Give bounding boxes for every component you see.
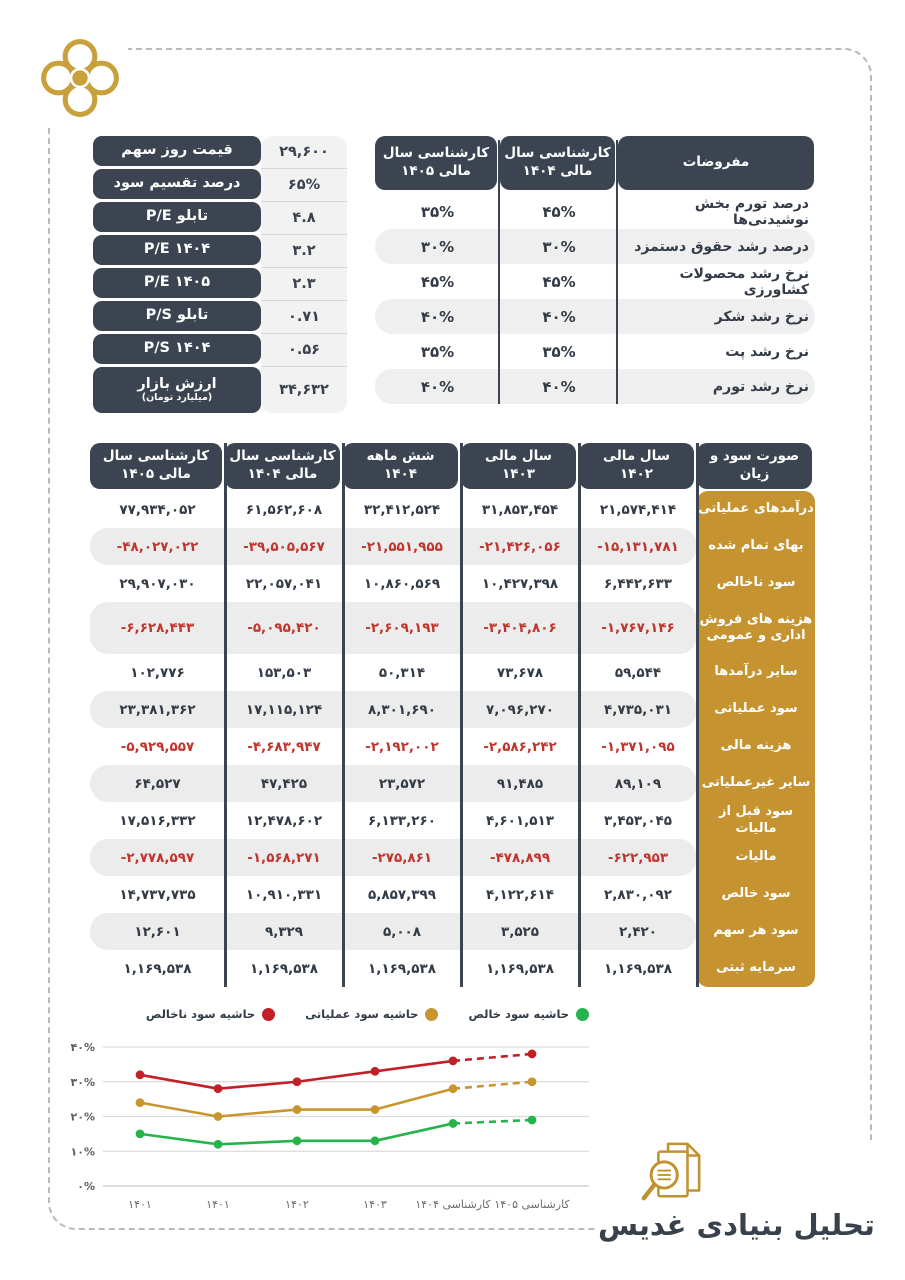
income-cell: ۱۷,۱۱۵,۱۲۴ — [245, 701, 323, 718]
income-col-separator — [342, 443, 345, 987]
legend-dot — [576, 1008, 589, 1021]
legend-item — [146, 1007, 275, 1021]
income-col-separator — [696, 443, 699, 987]
income-cell: ۲۳,۵۷۲ — [378, 775, 426, 792]
svg-text:۱۰%: ۱۰% — [70, 1145, 95, 1159]
income-row — [90, 950, 697, 987]
income-row-label — [697, 491, 815, 528]
income-row — [90, 528, 697, 565]
income-cell: ۱۰,۴۲۷,۳۹۸ — [481, 575, 559, 592]
income-col-header — [90, 443, 222, 489]
income-cell: ۹,۳۲۹ — [264, 923, 304, 940]
kv-label-text: P/E ۱۴۰۵ — [143, 274, 211, 291]
header-line: مالی ۱۴۰۵ — [121, 466, 191, 482]
kv-value: ۲.۳ — [261, 268, 347, 301]
income-cell: ۶۱,۵۶۲,۶۰۸ — [245, 501, 323, 518]
income-cell: ۸۹,۱۰۹ — [614, 775, 662, 792]
assumption-label: نرخ رشد محصولات کشاورزی — [679, 265, 809, 298]
income-row — [90, 491, 697, 528]
chart-x-label: ۱۴۰۱ — [206, 1198, 230, 1211]
sep-1405-1404 — [498, 140, 500, 404]
income-cell: ۱۵۳,۵۰۳ — [256, 664, 312, 681]
income-cell: -۲,۷۷۸,۵۹۷ — [120, 849, 195, 866]
header-line: مالی ۱۴۰۴ — [247, 466, 318, 482]
income-cell: ۱,۱۶۹,۵۳۸ — [368, 960, 436, 977]
income-row-label — [697, 602, 815, 654]
income-cell: ۲۳,۳۸۱,۳۶۲ — [119, 701, 196, 718]
income-row — [90, 602, 697, 654]
label-line: اداری و عمومی — [706, 628, 806, 643]
income-row-label — [697, 839, 815, 876]
assumptions-col-header-1404 — [500, 136, 615, 190]
legend-label: حاشیه سود عملیاتی — [305, 1007, 419, 1021]
income-cell: -۳,۴۰۴,۸۰۶ — [483, 620, 557, 636]
label-line: سود ناخالص — [716, 575, 796, 591]
income-title — [697, 443, 812, 489]
income-row-label — [697, 802, 815, 839]
legend-item — [468, 1007, 589, 1021]
income-cell: -۲۱,۵۵۱,۹۵۵ — [361, 538, 443, 555]
kv-label-text: P/E تابلو — [145, 208, 209, 225]
income-cell: ۶۴,۵۲۷ — [134, 775, 181, 792]
income-cell: -۴۸,۰۲۷,۰۲۲ — [116, 538, 199, 555]
income-cell: ۵۰,۳۱۴ — [378, 664, 426, 681]
kv-label-text: قیمت روز سهم — [121, 142, 233, 159]
kv-label — [93, 202, 261, 232]
legend-dot — [425, 1008, 438, 1021]
chart-x-label: ۱۴۰۲ — [285, 1198, 309, 1211]
kv-value: ۰.۷۱ — [261, 301, 347, 334]
header-line: کارشناسی سال — [102, 448, 210, 465]
chart-x-label: ۱۴۰۱ — [128, 1198, 152, 1211]
income-cell: -۱۵,۱۳۱,۷۸۱ — [597, 538, 679, 555]
income-col-separator — [224, 443, 227, 987]
income-row — [90, 839, 697, 876]
chart-x-label: کارشناسی ۱۴۰۴ — [415, 1198, 491, 1211]
label-line: درآمدهای عملیاتی — [698, 501, 814, 517]
svg-text:۰%: ۰% — [77, 1180, 95, 1193]
assumption-label: نرخ رشد شکر — [714, 308, 809, 325]
label-line: سرمایه ثبتی — [716, 960, 796, 976]
kv-label — [93, 268, 261, 298]
chart-x-label: ۱۴۰۳ — [363, 1198, 387, 1211]
income-row-label — [697, 876, 815, 913]
income-row — [90, 691, 697, 728]
income-cell: -۲,۶۰۹,۱۹۳ — [365, 620, 439, 636]
assumption-value-1404: ۳۵% — [542, 342, 576, 361]
margin-line-chart — [55, 1002, 600, 1230]
income-row — [90, 876, 697, 913]
kv-label — [93, 235, 261, 265]
income-body — [90, 491, 815, 987]
income-cell: -۶,۶۲۸,۴۴۳ — [120, 620, 195, 636]
assumptions-col-header-1405 — [375, 136, 497, 190]
income-row-label — [697, 950, 815, 987]
kv-value-column — [261, 136, 347, 413]
income-row — [90, 913, 697, 950]
income-statement-table — [90, 443, 815, 987]
header-line: مفروضات — [682, 154, 750, 171]
assumption-value-1404: ۴۰% — [542, 377, 576, 396]
legend-dot — [262, 1008, 275, 1021]
label-line: سود خالص — [721, 886, 791, 902]
income-cell: -۱,۳۷۱,۰۹۵ — [601, 738, 675, 755]
kv-label-text: P/E ۱۴۰۴ — [143, 241, 211, 258]
income-row — [90, 565, 697, 602]
header-line: شش ماهه — [366, 448, 435, 465]
income-row-label — [697, 691, 815, 728]
income-cell: ۵۹,۵۴۴ — [614, 664, 662, 681]
income-cell: ۵,۸۵۷,۳۹۹ — [368, 886, 436, 903]
income-cell: ۱,۱۶۹,۵۳۸ — [486, 960, 554, 977]
income-cell: ۳۱,۸۵۳,۴۵۴ — [481, 501, 559, 518]
income-cell: -۵,۰۹۵,۴۲۰ — [247, 620, 321, 636]
income-cell: ۱۲,۶۰۱ — [134, 923, 181, 940]
svg-text:۴۰%: ۴۰% — [70, 1041, 95, 1054]
assumption-value-1405: ۳۵% — [420, 342, 455, 361]
legend-label: حاشیه سود ناخالص — [145, 1007, 256, 1021]
income-row-label — [697, 765, 815, 802]
income-cell: ۱,۱۶۹,۵۳۸ — [604, 960, 672, 977]
label-line: سایر درآمدها — [714, 664, 798, 680]
brand-block — [598, 1140, 905, 1280]
kv-value: ۴.۸ — [261, 202, 347, 235]
income-cell: ۲۱,۵۷۴,۴۱۴ — [599, 501, 677, 518]
assumptions-row — [375, 369, 815, 404]
income-cell: ۳,۵۲۵ — [500, 923, 540, 940]
income-col-header — [343, 443, 458, 489]
kv-value: ۳.۲ — [261, 235, 347, 268]
income-col-header — [461, 443, 576, 489]
assumption-label: درصد رشد حقوق دستمزد — [634, 238, 809, 255]
income-col-separator — [578, 443, 581, 987]
income-cell: ۶,۴۴۲,۶۳۳ — [604, 575, 672, 592]
header-line: صورت سود و زیان — [709, 448, 800, 482]
assumption-label: نرخ رشد تورم — [712, 378, 809, 395]
income-label-column — [697, 491, 815, 987]
svg-text:۳۰%: ۳۰% — [70, 1075, 95, 1089]
income-col-header — [225, 443, 340, 489]
legend-item — [305, 1007, 438, 1021]
income-cell: -۶۲۲,۹۵۳ — [607, 849, 669, 866]
kv-label — [93, 334, 261, 364]
assumption-value-1404: ۳۰% — [542, 237, 576, 256]
income-row — [90, 654, 697, 691]
assumption-value-1405: ۴۰% — [420, 307, 455, 326]
income-cell: -۴۷۸,۸۹۹ — [489, 849, 551, 866]
chart-plot-area — [55, 1032, 595, 1197]
assumptions-row — [375, 229, 815, 264]
income-cell: ۹۱,۴۸۵ — [496, 775, 544, 792]
income-cell: ۵,۰۰۸ — [382, 923, 422, 940]
svg-text:۲۰%: ۲۰% — [70, 1110, 95, 1124]
header-line: ۱۴۰۳ — [502, 466, 535, 482]
income-cell: ۱۲,۴۷۸,۶۰۲ — [245, 812, 323, 829]
income-cell: -۴,۶۸۳,۹۴۷ — [247, 738, 321, 755]
kv-label-text: P/S ۱۴۰۴ — [143, 340, 211, 357]
key-value-table — [93, 136, 351, 413]
income-cell: -۱,۷۶۷,۱۴۶ — [601, 620, 675, 636]
assumption-value-1405: ۳۵% — [420, 202, 455, 221]
assumptions-header — [375, 136, 815, 190]
header-line: کارشناسی سال — [504, 145, 611, 162]
income-cell: ۷۷,۹۳۴,۰۵۲ — [119, 501, 196, 518]
label-line: هزینه های فروش — [699, 611, 813, 627]
income-cell: -۵,۹۲۹,۵۵۷ — [120, 738, 195, 755]
income-cell: ۱۰۲,۷۷۶ — [130, 664, 185, 681]
income-cell: ۱,۱۶۹,۵۳۸ — [123, 960, 192, 977]
chart-x-label: کارشناسی ۱۴۰۵ — [494, 1198, 570, 1211]
assumption-value-1405: ۴۰% — [420, 377, 455, 396]
income-cell: ۱۰,۸۶۰,۵۶۹ — [363, 575, 441, 592]
income-cell: ۱۴,۷۳۷,۷۳۵ — [119, 886, 196, 903]
income-cell: ۳,۴۵۳,۰۴۵ — [604, 812, 672, 829]
income-header — [90, 443, 815, 489]
income-row-label — [697, 913, 815, 950]
income-cell: -۲,۵۸۶,۲۴۲ — [483, 738, 557, 755]
kv-sublabel: (میلیارد تومان) — [141, 391, 213, 403]
assumption-label: نرخ رشد پت — [725, 343, 809, 360]
quatrefoil-flower-icon — [39, 37, 121, 119]
income-cell: ۴,۷۳۵,۰۳۱ — [604, 701, 672, 718]
assumptions-row — [375, 194, 815, 229]
assumption-value-1405: ۴۵% — [420, 272, 455, 291]
kv-label — [93, 169, 261, 199]
assumptions-row — [375, 264, 815, 299]
income-cell: ۶,۱۳۳,۲۶۰ — [368, 812, 436, 829]
kv-label — [93, 367, 261, 413]
income-row-label — [697, 528, 815, 565]
assumptions-title — [618, 136, 814, 190]
label-line: مالیات — [735, 849, 777, 865]
income-row — [90, 728, 697, 765]
company-logo — [32, 30, 128, 126]
income-cell: ۳۲,۴۱۲,۵۲۴ — [363, 501, 441, 518]
header-line: مالی ۱۴۰۴ — [522, 163, 593, 179]
label-line: بهای تمام شده — [708, 538, 804, 554]
header-line: ۱۴۰۴ — [384, 466, 417, 482]
brand-title: تحلیل بنیادی غدیس — [598, 1208, 875, 1242]
document-magnifier-icon — [634, 1140, 708, 1206]
income-cell: ۴,۶۰۱,۵۱۳ — [486, 812, 554, 829]
income-cell: -۱,۵۶۸,۲۷۱ — [247, 849, 321, 866]
header-line: ۱۴۰۲ — [620, 466, 653, 482]
income-cell: -۲۱,۴۲۶,۰۵۶ — [479, 538, 561, 555]
header-line: سال مالی — [485, 448, 552, 465]
income-col-separator — [460, 443, 463, 987]
income-cell: ۱,۱۶۹,۵۳۸ — [250, 960, 318, 977]
legend-label: حاشیه سود خالص — [468, 1007, 570, 1021]
kv-value: ۶۵% — [261, 169, 347, 202]
label-line: سود عملیاتی — [714, 701, 798, 717]
label-line: سود هر سهم — [713, 923, 799, 939]
kv-label-text: P/S تابلو — [145, 307, 209, 324]
income-cell: ۲,۸۳۰,۰۹۲ — [604, 886, 672, 903]
income-cell: ۱۰,۹۱۰,۳۳۱ — [245, 886, 323, 903]
sep-1404-labels — [616, 140, 618, 404]
kv-label-column — [93, 136, 261, 413]
assumption-value-1404: ۴۰% — [542, 307, 576, 326]
assumption-label: درصد تورم بخش نوشیدنی‌ها — [694, 195, 809, 228]
income-cell: ۲,۴۲۰ — [618, 923, 658, 940]
income-cell: -۲,۱۹۲,۰۰۲ — [365, 738, 439, 755]
kv-label — [93, 301, 261, 331]
kv-value: ۳۴,۶۳۲ — [279, 382, 329, 398]
income-row-label — [697, 565, 815, 602]
assumptions-row — [375, 299, 815, 334]
header-line: مالی ۱۴۰۵ — [401, 163, 471, 179]
income-cell: ۱۷,۵۱۶,۳۳۲ — [119, 812, 196, 829]
header-line: کارشناسی سال — [229, 448, 336, 465]
income-cell: ۴,۱۲۲,۶۱۴ — [486, 886, 554, 903]
income-cell: ۸,۳۰۱,۶۹۰ — [368, 701, 436, 718]
kv-label — [93, 136, 261, 166]
income-cell: -۳۹,۵۰۵,۵۶۷ — [243, 538, 325, 555]
header-line: کارشناسی سال — [382, 145, 490, 162]
income-row — [90, 802, 697, 839]
label-line: هزینه مالی — [720, 738, 792, 754]
kv-label-text: ارزش بازار — [137, 375, 217, 392]
income-row — [90, 765, 697, 802]
income-cell: ۷۳,۶۷۸ — [496, 664, 544, 681]
income-cell: ۲۲,۰۵۷,۰۴۱ — [245, 575, 323, 592]
assumption-value-1405: ۳۰% — [420, 237, 455, 256]
assumption-value-1404: ۴۵% — [542, 272, 576, 291]
income-row-label — [697, 654, 815, 691]
kv-value: ۰.۵۶ — [261, 334, 347, 367]
assumptions-table — [375, 136, 815, 404]
label-line: سود قبل از مالیات — [718, 804, 794, 836]
kv-value: ۲۹,۶۰۰ — [261, 136, 347, 169]
income-cell: -۲۷۵,۸۶۱ — [371, 849, 433, 866]
income-row-label — [697, 728, 815, 765]
income-cell: ۷,۰۹۶,۲۷۰ — [486, 701, 554, 718]
assumptions-body — [375, 194, 815, 404]
kv-label-text: درصد تقسیم سود — [113, 175, 241, 192]
income-cell: ۴۷,۴۲۵ — [260, 775, 308, 792]
income-col-header — [579, 443, 694, 489]
assumption-value-1404: ۴۵% — [542, 202, 576, 221]
header-line: سال مالی — [603, 448, 670, 465]
assumptions-row — [375, 334, 815, 369]
income-cell: ۲۹,۹۰۷,۰۳۰ — [119, 575, 196, 592]
label-line: سایر غیرعملیاتی — [701, 775, 811, 791]
chart-legend — [55, 1002, 600, 1026]
